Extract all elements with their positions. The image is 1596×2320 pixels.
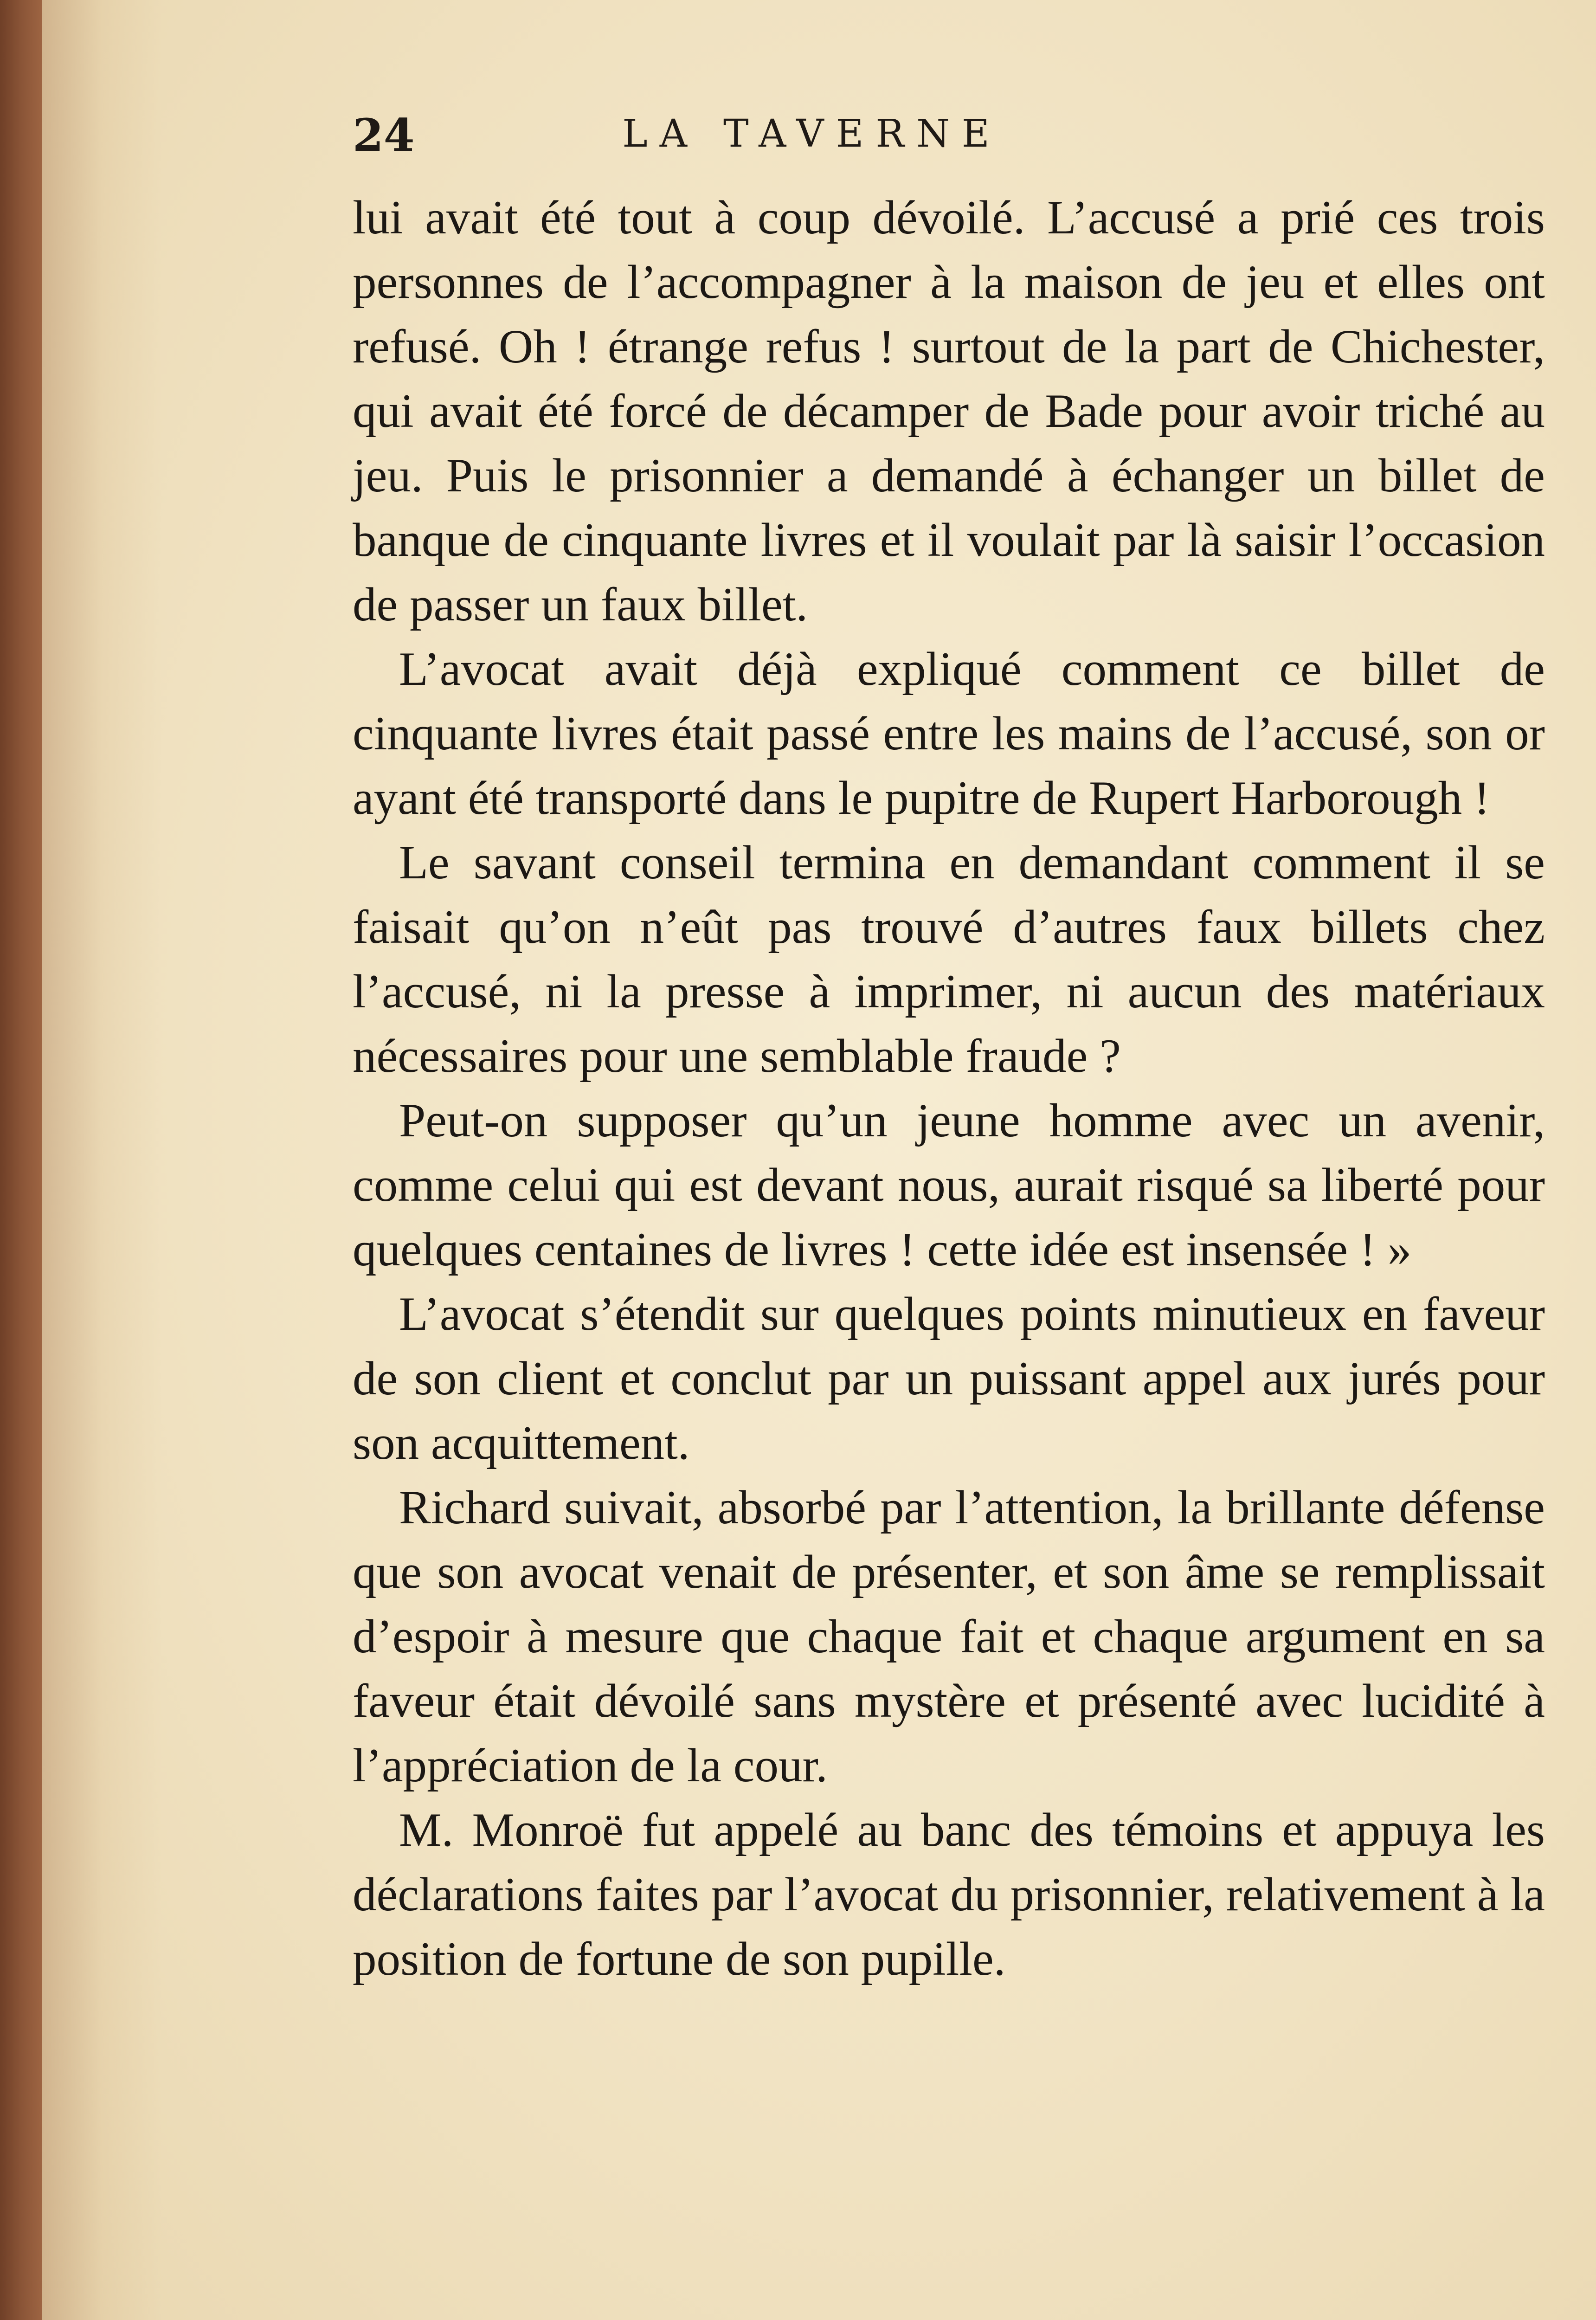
running-title: LA TAVERNE <box>622 112 1002 156</box>
paragraph: L’avocat avait déjà expliqué comment ce billet de cinquante livres était passé entre les mains de l’accusé, son or ayant été transporté dans le pupitre de Rupert Harborough ! <box>353 643 1545 825</box>
paragraph: L’avocat s’étendit sur quelques points minutieux en faveur de son client et conclut par un puissant appel aux jurés pour son acquittement. <box>353 1288 1545 1469</box>
paragraph: M. Monroë fut appelé au banc des témoins et appuya les déclarations faites par l’avocat du prisonnier, relativement à la position de fortune de son pupille. <box>353 1804 1545 1985</box>
paragraph: Richard suivait, absorbé par l’attention, la brillante défense que son avocat venait de présenter, et son âme se remplissait d’espoir à mesure que chaque fait et chaque argument en sa faveur était dévoilé sans mystère et présenté avec lucidité à l’appréciation de la cour. <box>353 1481 1545 1792</box>
paragraph-continued: lui avait été tout à coup dévoilé. L’accusé a prié ces trois personnes de l’accompagner à la maison de jeu et elles ont refusé. Oh ! étrange refus ! surtout de la part de Chichester, qui avait été forcé de décamper de Bade pour avoir triché au jeu. Puis le prisonnier a demandé à échanger un billet de banque de cinquante livres et il voulait par là saisir l’occasion de passer un faux billet. <box>353 191 1545 631</box>
paragraph: Le savant conseil termina en demandant comment il se faisait qu’on n’eût pas trouvé d’autres faux billets chez l’accusé, ni la presse à imprimer, ni aucun des matériaux nécessaires pour une semblable fraude ? <box>353 836 1545 1083</box>
gutter-shadow <box>42 0 162 2320</box>
running-header <box>353 109 1550 174</box>
page-number: 24 <box>353 109 415 161</box>
body-text <box>353 186 1545 1991</box>
paragraph: Peut-on supposer qu’un jeune homme avec un avenir, comme celui qui est devant nous, aurait risqué sa liberté pour quelques centaines de livres ! cette idée est insensée ! » <box>353 1094 1545 1276</box>
